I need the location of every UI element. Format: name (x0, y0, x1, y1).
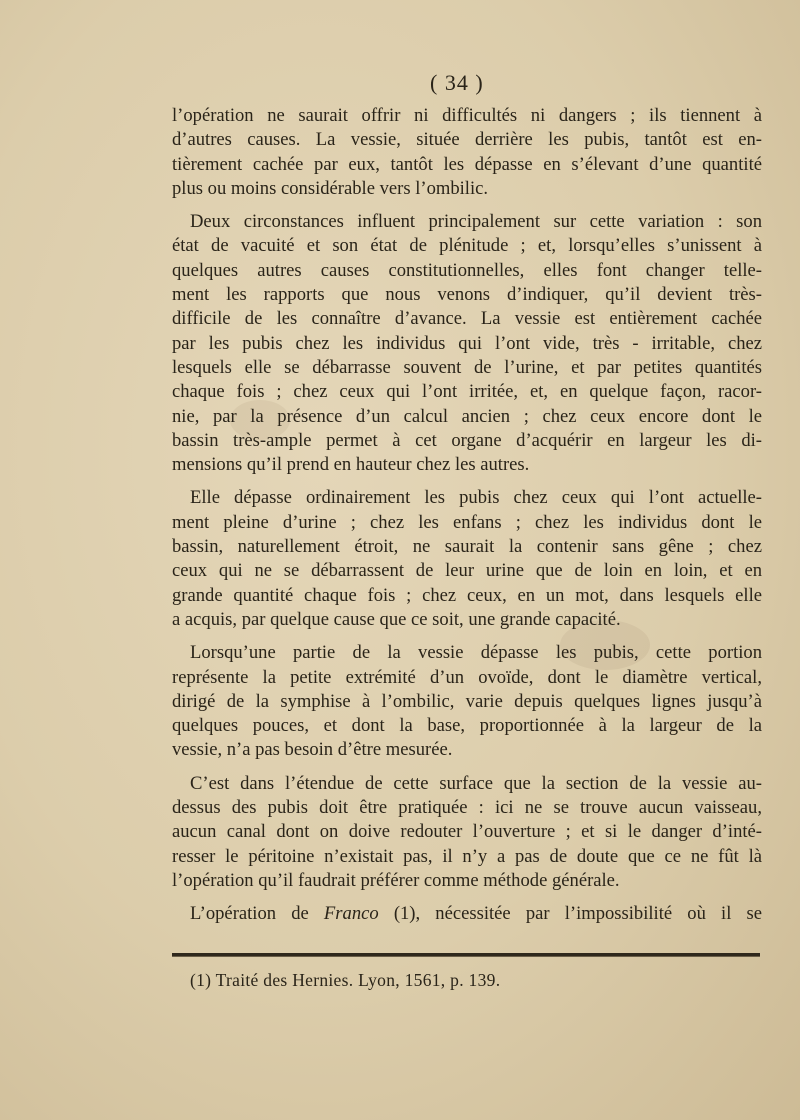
footnote-rule (172, 953, 760, 957)
text-line: Elle dépasse ordinairement les pubis chez ceux qui l’ont actuelle- (190, 487, 762, 509)
text-line: difficile de les connaître d’avance. La vessie est entièrement cachée (172, 308, 762, 330)
text-line: représente la petite extrémité d’un ovoïde, dont le diamètre vertical, (172, 666, 762, 688)
text-line: lesquels elle se débarrasse souvent de l’urine, et par petites quantités (172, 356, 762, 378)
page-number: ( 34 ) (430, 70, 484, 95)
text-line: resser le péritoine n’existait pas, il n’y a pas de doute que ce ne fût là (172, 845, 762, 867)
paragraph (172, 902, 762, 926)
paragraph-gap (172, 632, 762, 641)
paragraph (172, 641, 762, 762)
text-line: quelques pouces, et dont la base, proportionnée à la largeur de la (172, 715, 762, 737)
text-line: Lorsqu’une partie de la vessie dépasse les pubis, cette portion (190, 642, 762, 664)
text-line: C’est dans l’étendue de cette surface que la section de la vessie au- (190, 772, 762, 794)
text-line: bassin très-ample permet à cet organe d’acquérir en largeur les di- (172, 429, 762, 451)
text-line: l’opération qu’il faudrait préférer comme méthode générale. (172, 869, 620, 891)
text-line: ceux qui ne se débarrassent de leur urine que de loin en loin, et en (172, 560, 762, 582)
text-segment: L’opération de (190, 903, 324, 925)
text-line: chaque fois ; chez ceux qui l’ont irritée, et, en quelque façon, racor- (172, 381, 762, 403)
paragraph (172, 772, 762, 893)
text-line: tièrement cachée par eux, tantôt les dépasse en s’élevant d’une quantité (172, 153, 762, 175)
text-line: d’autres causes. La vessie, située derrière les pubis, tantôt est en- (172, 129, 762, 151)
italic-name: Franco (323, 903, 379, 925)
footnote: (1) Traité des Hernies. Lyon, 1561, p. 139. (190, 970, 501, 990)
paragraph (172, 104, 762, 201)
paragraph (172, 210, 762, 477)
paragraph (172, 486, 762, 632)
text-line: vessie, n’a pas besoin d’être mesurée. (172, 739, 453, 761)
text-line: mensions qu’il prend en hauteur chez les autres. (172, 454, 530, 476)
text-line: par les pubis chez les individus qui l’ont vide, très - irritable, chez (172, 332, 762, 354)
paragraph-gap (172, 893, 762, 902)
text-line: état de vacuité et son état de plénitude ; et, lorsqu’elles s’unissent à (172, 235, 762, 257)
text-line: l’opération ne saurait offrir ni difficultés ni dangers ; ils tiennent à (172, 105, 762, 126)
text-line: grande quantité chaque fois ; chez ceux, en un mot, dans lesquels elle (172, 584, 762, 606)
text-line: bassin, naturellement étroit, ne saurait la contenir sans gêne ; chez (172, 536, 762, 558)
paragraph-gap (172, 477, 762, 486)
paragraph-gap (172, 763, 762, 772)
text-line: nie, par la présence d’un calcul ancien ; chez ceux encore dont le (172, 405, 762, 427)
text-line: Deux circonstances influent principalement sur cette variation : son (190, 211, 762, 233)
text-line: ment pleine d’urine ; chez les enfans ; chez les individus dont le (172, 511, 762, 533)
paragraph-gap (172, 201, 762, 210)
text-line (172, 902, 762, 926)
text-line: dirigé de la symphise à l’ombilic, varie depuis quelques lignes jusqu’à (172, 690, 762, 712)
text-segment: (1), nécessitée par l’impossibilité où il se (378, 903, 763, 925)
text-line: ment les rapports que nous venons d’indiquer, qu’il devient très- (172, 284, 762, 306)
text-line: dessus des pubis doit être pratiquée : ici ne se trouve aucun vaisseau, (172, 797, 762, 819)
text-line: plus ou moins considérable vers l’ombilic. (172, 177, 489, 199)
text-line: a acquis, par quelque cause que ce soit, une grande capacité. (172, 608, 621, 630)
text-line: quelques autres causes constitutionnelles, elles font changer telle- (172, 259, 762, 281)
text-line: aucun canal dont on doive redouter l’ouverture ; et si le danger d’inté- (172, 821, 762, 843)
body-text (172, 104, 762, 927)
